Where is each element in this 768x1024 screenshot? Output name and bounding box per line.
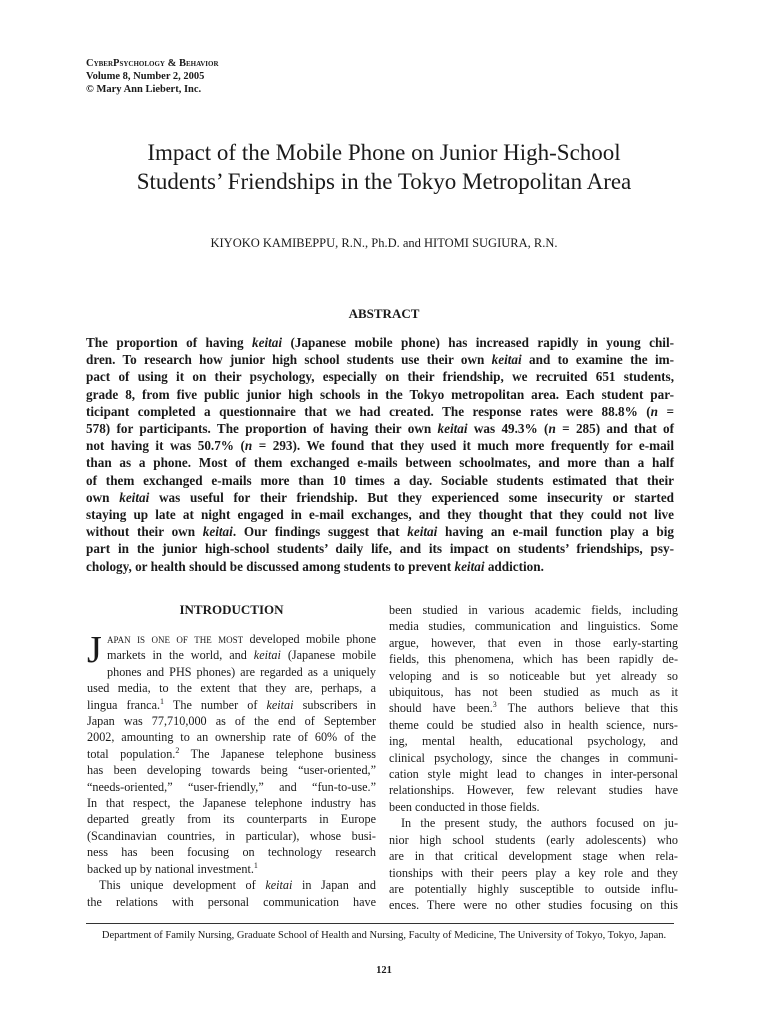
intro-left-line: “needs-oriented,” “user-friendly,” and “fun-to-use.”	[87, 779, 376, 794]
abstract-line: grade 8, from five public junior high schools in the Tokyo metropolitan area. Each student par-	[86, 386, 674, 402]
title-line-2: Students’ Friendships in the Tokyo Metropolitan Area	[136, 169, 632, 194]
intro-right-line: ences. There were no other studies focusing on this	[389, 898, 678, 913]
abstract-heading: ABSTRACT	[348, 306, 420, 321]
intro-right-line: In the present study, the authors focused on ju-	[401, 816, 678, 831]
abstract-line: without their own keitai. Our findings suggest that keitai having an e-mail function play a big	[86, 524, 674, 540]
left-column-text	[87, 631, 376, 910]
intro-right-line: ing, mental health, educational psychology, and	[389, 734, 678, 749]
intro-left-line: backed up by national investment.$^1$	[87, 860, 258, 876]
intro-left-line: apan is one of the most developed mobile phone	[107, 632, 377, 646]
intro-left-line: This unique development of keitai in Japan and	[99, 878, 376, 893]
footnote-rule	[86, 923, 674, 924]
abstract-body	[86, 334, 674, 575]
intro-left-line: markets in the world, and keitai (Japanese mobile	[107, 648, 376, 663]
intro-right-line: nior high school students (early adolescents) who	[389, 832, 678, 847]
intro-right-line: theme could be studied also in health science, nurs-	[389, 717, 678, 732]
affiliation-footnote: Department of Family Nursing, Graduate School of Health and Nursing, Faculty of Medicine, The University of Tokyo, Tokyo, Japan.	[101, 930, 667, 941]
intro-left-line: Japan was 77,710,000 as of the end of September	[87, 714, 376, 729]
left-column	[87, 602, 376, 910]
abstract-line: own keitai was useful for their friendship. But they experienced some insecurity or started	[86, 489, 675, 505]
intro-left-line: 2002, amounting to an ownership rate of 60% of the	[87, 730, 376, 745]
intro-right-line: been conducted in those fields.	[389, 799, 540, 814]
intro-right-line: tionships with their peers play a key role and they	[389, 865, 678, 880]
intro-right-line: media studies, communication and linguistics. Some	[389, 619, 678, 634]
intro-left-line: the relations with personal communication have	[87, 894, 376, 909]
drop-cap: J	[87, 629, 102, 671]
intro-left-line: used media, to the extent that they are, perhaps, a	[87, 681, 376, 696]
journal-header	[86, 57, 219, 96]
intro-right-line: fields, this phenomena, which has been rapidly de-	[389, 652, 678, 667]
intro-left-line: (Scandinavian countries, in particular), whose busi-	[87, 828, 376, 843]
intro-left-line: departed greatly from its counterparts in Europe	[87, 812, 376, 827]
abstract-line: of them exchanged e-mails more than 10 times a day. Sociable students estimated that their	[86, 472, 674, 488]
intro-right-line: are potentially highly susceptible to outside influ-	[389, 881, 678, 896]
abstract-line: than as a phone. Most of them exchanged e-mails between schoolmates, and more than a half	[86, 455, 674, 471]
intro-left-line: has been developing towards being “user-oriented,”	[87, 763, 376, 778]
intro-right-line: are in that critical development stage when rela-	[389, 849, 678, 864]
intro-right-line: veloping and is so noticeable but yet already so	[389, 668, 678, 683]
journal-copyright: © Mary Ann Liebert, Inc.	[86, 84, 202, 95]
intro-right-line: clinical psychology, since the changes in communi-	[389, 750, 678, 765]
abstract-line: ticipant completed a questionnaire that we had created. The response rates were 88.8% (n =	[86, 403, 674, 419]
intro-left-line: phones and PHS phones) are regarded as a uniquely	[107, 664, 376, 679]
intro-left-line: In that respect, the Japanese telephone industry has	[87, 796, 376, 811]
paper-title	[60, 138, 708, 196]
intro-right-line: argue, however, that even in those early-starting	[389, 635, 678, 650]
intro-left-line: lingua franca.$^1$ The number of keitai subscribers in	[87, 696, 377, 712]
right-column-text	[389, 602, 678, 914]
abstract-line: dren. To research how junior high school students use their own keitai and to examine the im-	[86, 352, 674, 368]
title-line-1: Impact of the Mobile Phone on Junior High-School	[147, 140, 621, 165]
abstract-line: The proportion of having keitai (Japanese mobile phone) has increased rapidly in young chil-	[86, 335, 674, 350]
author-list: KIYOKO KAMIBEPPU, R.N., Ph.D. and HITOMI SUGIURA, R.N.	[210, 236, 558, 250]
intro-right-line: ubiquitous, has not been studied as much as it	[389, 685, 678, 700]
introduction-heading: INTRODUCTION	[179, 602, 284, 617]
journal-volume: Volume 8, Number 2, 2005	[86, 71, 205, 82]
abstract-line: 578) for participants. The proportion of having their own keitai was 49.3% (n = 285) and that of	[86, 421, 675, 437]
abstract-line: staying up late at night engaged in e-mail exchanges, and they thought that they could not live	[86, 507, 674, 523]
abstract-line: not having it was 50.7% (n = 293). We found that they used it much more frequently for e-mail	[86, 438, 674, 454]
abstract-line: chology, or health should be discussed among students to prevent keitai addiction.	[86, 558, 544, 574]
intro-right-line: relationships. However, few relevant studies have	[389, 783, 678, 798]
intro-right-line: should have been.$^3$ The authors believe that this	[389, 700, 678, 716]
abstract-line: pact of using it on their psychology, especially on their friendship, we recruited 651 students,	[86, 369, 674, 385]
page-number: 121	[376, 965, 392, 976]
intro-right-line: been studied in various academic fields, including	[389, 603, 678, 617]
abstract-line: part in the junior high-school students’ daily life, and its impact on students’ friendships, psy-	[86, 541, 674, 557]
intro-right-line: cation style might lead to changes in inter-personal	[389, 767, 678, 782]
intro-left-line: ness has been focusing on technology research	[87, 845, 376, 860]
intro-left-line: total population.$^2$ The Japanese telephone business	[87, 745, 376, 761]
journal-name: CyberPsychology & Behavior	[86, 58, 219, 69]
